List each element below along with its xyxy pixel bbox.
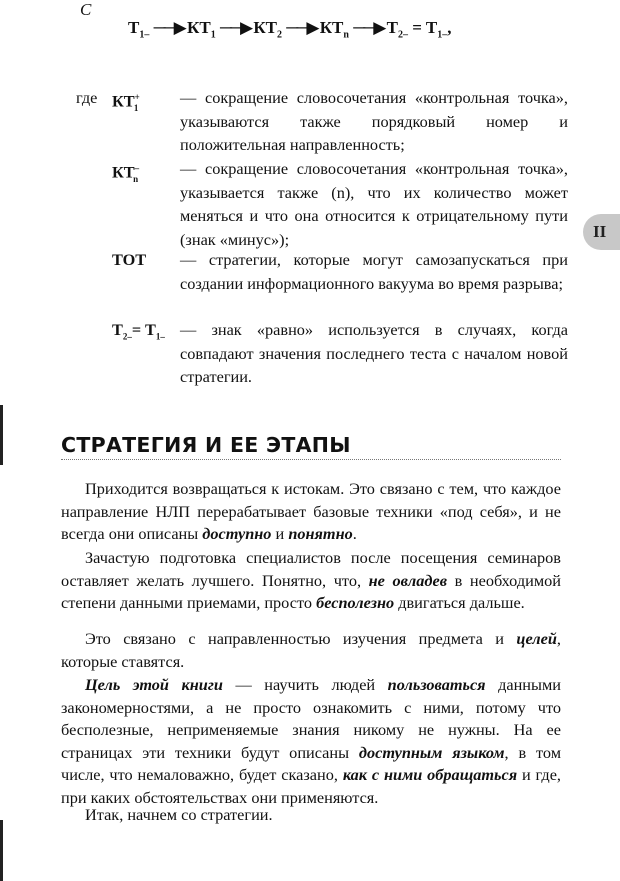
paragraph: Итак, начнем со стратегии. (85, 805, 273, 824)
chapter-tab-marker: II (583, 214, 620, 250)
section-divider (61, 459, 561, 460)
paragraph: Зачастую подготовка специалистов после посещения семинаров оставляет желать лучшего. Понятно, что, не овладев в необходимой степени данными приемами, просто бесполезно двигаться дальше. (61, 548, 561, 613)
definition-term: $КТ^+_1$ (112, 91, 140, 113)
formula-label: С (80, 0, 92, 19)
section-title: СТРАТЕГИЯ И ЕЕ ЭТАПЫ (61, 433, 351, 457)
arrow-icon: ──▶ (219, 18, 254, 37)
definition-term: $T_{2-}= T_{1-}$ (112, 320, 165, 342)
arrow-icon: ──▶ (353, 18, 387, 37)
paragraph: Это связано с направленностью изучения предмета и целей, которые ставятся. (61, 629, 561, 671)
definition-text: — стратегии, которые могут самозапускаться при создании информационного вакуума во время разрыва; (180, 250, 568, 293)
arrow-icon: ──▶ (286, 18, 320, 37)
definition-intro: где (76, 88, 98, 107)
definition-term: ТОТ (112, 250, 147, 269)
definition-term: $КТ^-_n$ (112, 162, 140, 184)
definition-text: — сокращение словосочетания «контрольная точка», указывается также (n), что их количество может меняться и что она относится к отрицательному пути (знак «минус»); (180, 159, 568, 249)
scan-edge (0, 405, 3, 465)
definition-text: — знак «равно» используется в случаях, когда совпадают значения последнего теста с началом новой стратегии. (180, 320, 568, 386)
arrow-icon: ──▶ (153, 18, 188, 37)
strategy-formula: $T_{1-}$ ──▶ $КТ_1$ ──▶ $КТ_2$ ──▶ $КТ_n$ ──▶ $T_{2-} = T_{1-}$, (128, 18, 452, 41)
paragraph: Цель этой книги — научить людей пользоваться данными закономерностями, а не просто ознакомить с ними, потому что бесполезные, неприменяемые знания никому не нужны. На ее страницах эти техники будут описаны доступным языком, в том числе, что немаловажно, будет сказано, как с ними обращаться и где, при каких обстоятельствах они применяются. (61, 675, 561, 807)
scan-edge (0, 820, 3, 881)
paragraph: Приходится возвращаться к истокам. Это связано с тем, что каждое направление НЛП перерабатывает базовые техники «под себя», и не всегда они описаны доступно и понятно. (61, 479, 561, 544)
definition-text: — сокращение словосочетания «контрольная точка», указываются также порядковый номер и положительная направленность; (180, 88, 568, 154)
